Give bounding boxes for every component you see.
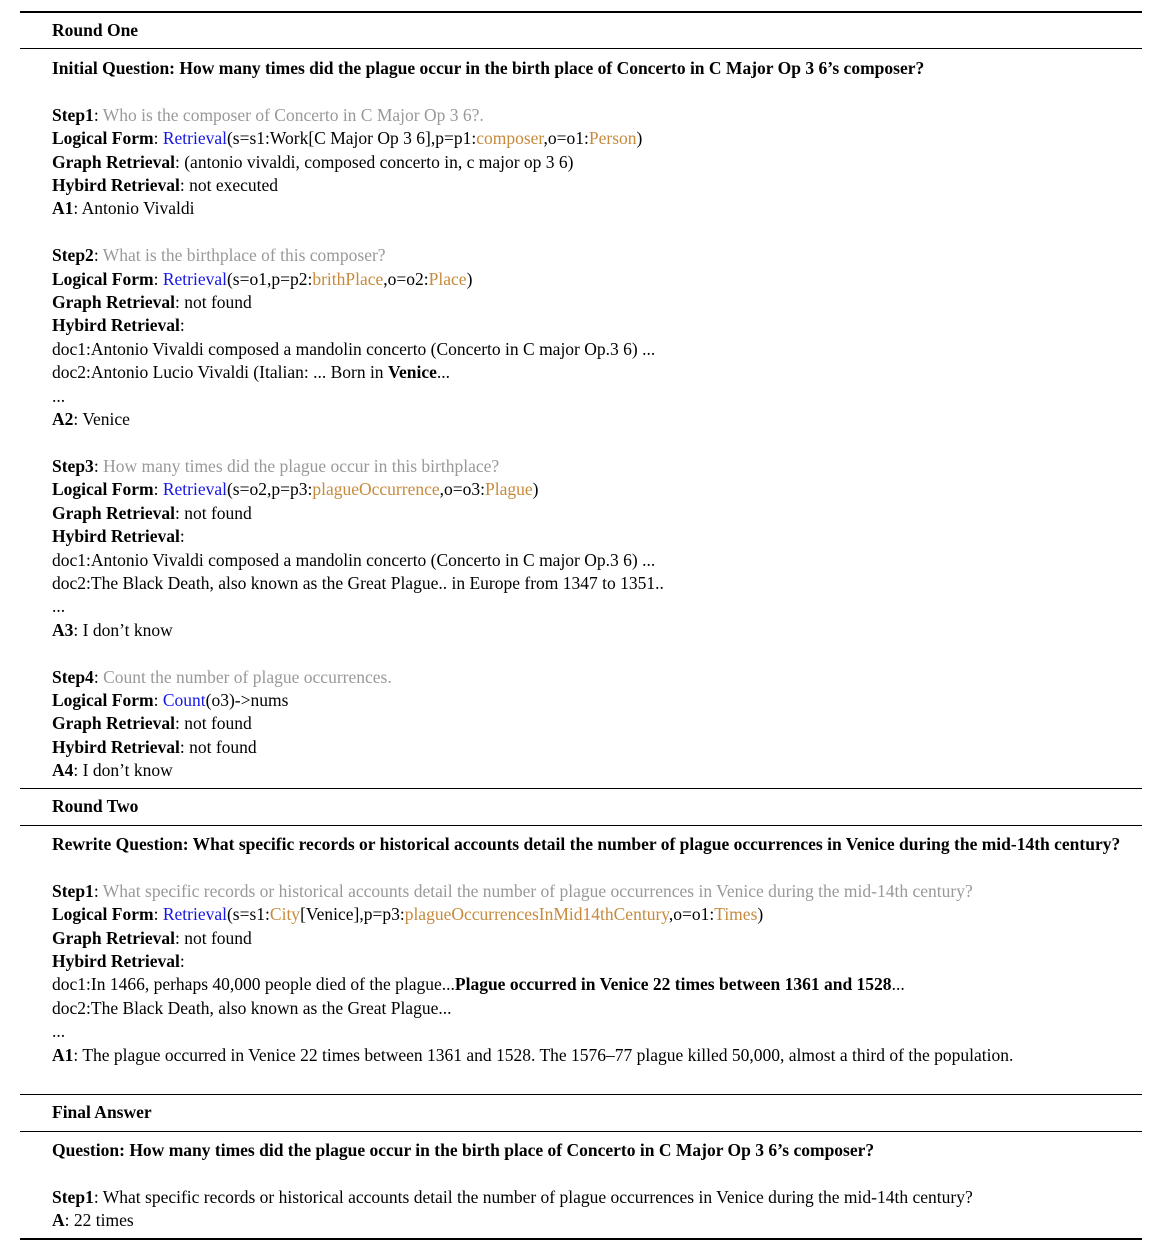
- round-two-title: Round Two: [52, 796, 139, 816]
- step-3-graph-retrieval: Graph Retrieval: not found: [52, 502, 252, 523]
- step-3-doc1: doc1:Antonio Vivaldi composed a mandolin concerto (Concerto in C major Op.3 6) ...: [52, 549, 656, 570]
- step-3-ellipsis: ...: [52, 596, 66, 617]
- step-3-doc2: doc2:The Black Death, also known as the Great Plague.. in Europe from 1347 to 1351..: [52, 572, 664, 593]
- bottom-rule: [20, 1238, 1142, 1240]
- round-two-hybrid-retrieval: Hybird Retrieval:: [52, 951, 185, 972]
- step-2-question: Step2: What is the birthplace of this composer?: [52, 245, 386, 266]
- final-question: Question: How many times did the plague occur in the birth place of Concerto in C Major Op 3 6’s composer?: [52, 1140, 875, 1160]
- round-two-logical-form: Logical Form: Retrieval(s=s1:City[Venice],p=p3:plagueOccurrencesInMid14thCentury,o=o1:Times): [52, 904, 764, 925]
- section-rule: [20, 1131, 1142, 1132]
- round-two-doc2: doc2:The Black Death, also known as the Great Plague...: [52, 997, 452, 1018]
- initial-question: Initial Question: How many times did the plague occur in the birth place of Concerto in C Major Op 3 6’s composer?: [52, 58, 925, 78]
- step-4-answer: A4: I don’t know: [52, 760, 173, 781]
- step-4-logical-form: Logical Form: Count(o3)->nums: [52, 689, 289, 710]
- step-2-hybrid-retrieval: Hybird Retrieval:: [52, 315, 185, 336]
- round-two-doc1: doc1:In 1466, perhaps 40,000 people died of the plague...Plague occurred in Venice 22 times between 1361 and 1528...: [52, 974, 905, 995]
- final-answer: A: 22 times: [52, 1210, 134, 1231]
- step-2-logical-form: Logical Form: Retrieval(s=o1,p=p2:brithPlace,o=o2:Place): [52, 268, 473, 289]
- round-two-section: [52, 833, 1127, 1067]
- step-3-logical-form: Logical Form: Retrieval(s=o2,p=p3:plagueOccurrence,o=o3:Plague): [52, 479, 539, 500]
- top-rule: [20, 11, 1142, 13]
- section-rule: [20, 788, 1142, 789]
- step-2-doc1: doc1:Antonio Vivaldi composed a mandolin concerto (Concerto in C major Op.3 6) ...: [52, 338, 656, 359]
- section-rule: [20, 48, 1142, 49]
- rewrite-question: Rewrite Question: What specific records or historical accounts detail the number of plague occurrences in Venice during the mid-14th century?: [52, 834, 1121, 854]
- step-3-question: Step3: How many times did the plague occur in this birthplace?: [52, 455, 500, 476]
- round-one-title: Round One: [52, 20, 139, 40]
- step-2-doc2: doc2:Antonio Lucio Vivaldi (Italian: ... Born in Venice...: [52, 362, 450, 383]
- final-answer-section: [52, 1139, 1127, 1233]
- step-1-graph-retrieval: Graph Retrieval: (antonio vivaldi, composed concerto in, c major op 3 6): [52, 151, 574, 172]
- step-4-hybrid-retrieval: Hybird Retrieval: not found: [52, 736, 257, 757]
- step-4-graph-retrieval: Graph Retrieval: not found: [52, 713, 252, 734]
- step-1-logical-form: Logical Form: Retrieval(s=s1:Work[C Major Op 3 6],p=p1:composer,o=o1:Person): [52, 128, 643, 149]
- step-1-question: Step1: Who is the composer of Concerto in C Major Op 3 6?.: [52, 104, 484, 125]
- step-1-answer: A1: Antonio Vivaldi: [52, 198, 195, 219]
- round-two-graph-retrieval: Graph Retrieval: not found: [52, 927, 252, 948]
- round-two-answer: A1: The plague occurred in Venice 22 times between 1361 and 1528. The 1576–77 plague killed 50,000, almost a third of the population.: [52, 1044, 1014, 1065]
- round-two-ellipsis: ...: [52, 1021, 66, 1042]
- step-2-graph-retrieval: Graph Retrieval: not found: [52, 292, 252, 313]
- final-answer-title: Final Answer: [52, 1102, 152, 1122]
- round-one-section: [52, 57, 1127, 783]
- step-4-question: Step4: Count the number of plague occurrences.: [52, 666, 392, 687]
- step-3-answer: A3: I don’t know: [52, 619, 173, 640]
- section-rule: [20, 825, 1142, 826]
- step-2-answer: A2: Venice: [52, 409, 130, 430]
- step-2-ellipsis: ...: [52, 385, 66, 406]
- step-3-hybrid-retrieval: Hybird Retrieval:: [52, 526, 185, 547]
- round-two-step-1-question: Step1: What specific records or historical accounts detail the number of plague occurrences in Venice during the mid-14th century?: [52, 880, 973, 901]
- section-rule: [20, 1094, 1142, 1095]
- final-step-1: Step1: What specific records or historical accounts detail the number of plague occurrences in Venice during the mid-14th century?: [52, 1186, 973, 1207]
- step-1-hybrid-retrieval: Hybird Retrieval: not executed: [52, 175, 278, 196]
